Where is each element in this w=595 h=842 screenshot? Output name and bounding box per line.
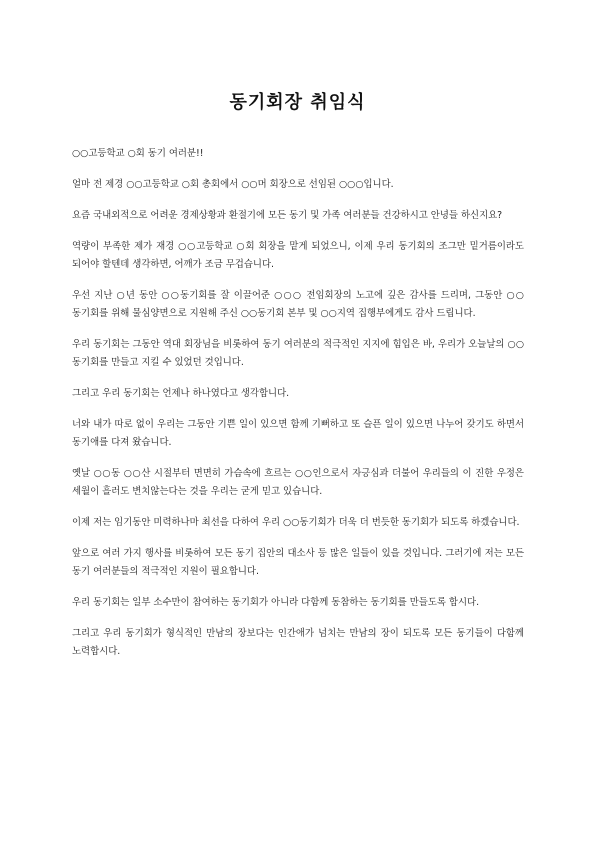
paragraph-responsibility: 역량이 부족한 제가 재경 ○○고등학교 ○회 회장을 맡게 되었으니, 이제 우리 동기회의 조그만 밑거름이라도 되어야 할텐데 생각하면, 어깨가 조금 무겁습니다. [72,241,524,270]
paragraph-wellbeing: 요즘 국내외적으로 어려운 경제상황과 환절기에 모든 동기 및 가족 여러분들 건강하시고 안녕들 하신지요? [72,210,503,221]
paragraph-closing: 그리고 우리 동기회가 형식적인 만남의 장보다는 인간애가 넘치는 만남의 장이 되도록 모든 동기들이 다함께 노력합시다. [72,628,524,657]
paragraph-self-introduction: 얼마 전 제경 ○○고등학교 ○회 총회에서 ○○머 회장으로 선임된 ○○○입니다. [72,179,394,190]
paragraph-support: 우리 동기회는 그동안 역대 회장님을 비롯하여 동기 여러분의 적극적인 지지에 힘입은 바, 우리가 오늘날의 ○○동기회를 만들고 지킬 수 있었던 것입니다. [72,339,524,368]
paragraph-thanks: 우선 지난 ○년 동안 ○○동기회를 잘 이끌어준 ○○○ 전임회장의 노고에 깊은 감사를 드리며, 그동안 ○○동기회를 위해 물심양면으로 지원해 주신 ○○동기회 본부 및 ○○지역 집행부에게도 감사 드립니다. [72,290,524,319]
paragraph-participation: 우리 동기회는 일부 소수만이 참여하는 동기회가 아니라 다함께 동참하는 동기회를 만들도록 합시다. [72,597,480,608]
paragraph-events: 앞으로 여러 가지 행사를 비롯하여 모든 동기 집안의 대소사 등 많은 일들이 있을 것입니다. 그러기에 저는 모든 동기 여러분들의 적극적인 지원이 필요합니다. [72,548,524,577]
paragraph-pride: 옛날 ○○동 ○○산 시절부터 면면히 가슴속에 흐르는 ○○인으로서 자긍심과 더불어 우리들의 이 진한 우정은 세월이 흘러도 변치않는다는 것을 우리는 굳게 믿고 있습니다. [72,468,524,497]
paragraph-unity: 그리고 우리 동기회는 언제나 하나였다고 생각합니다. [72,388,290,399]
paragraph-friendship: 너와 내가 따로 없이 우리는 그동안 기쁜 일이 있으면 함께 기뻐하고 또 슬픈 일이 있으면 나누어 갖기도 하면서 동기애를 다져 왔습니다. [72,419,524,448]
paragraph-commitment: 이제 저는 임기동안 미력하나마 최선을 다하여 우리 ○○동기회가 더욱 더 번듯한 동기회가 되도록 하겠습니다. [72,517,520,528]
document-body [72,145,524,674]
document-title: 동기회장 취임식 [229,92,366,113]
paragraph-greeting: ○○고등학교 ○회 동기 여러분!! [72,148,204,159]
